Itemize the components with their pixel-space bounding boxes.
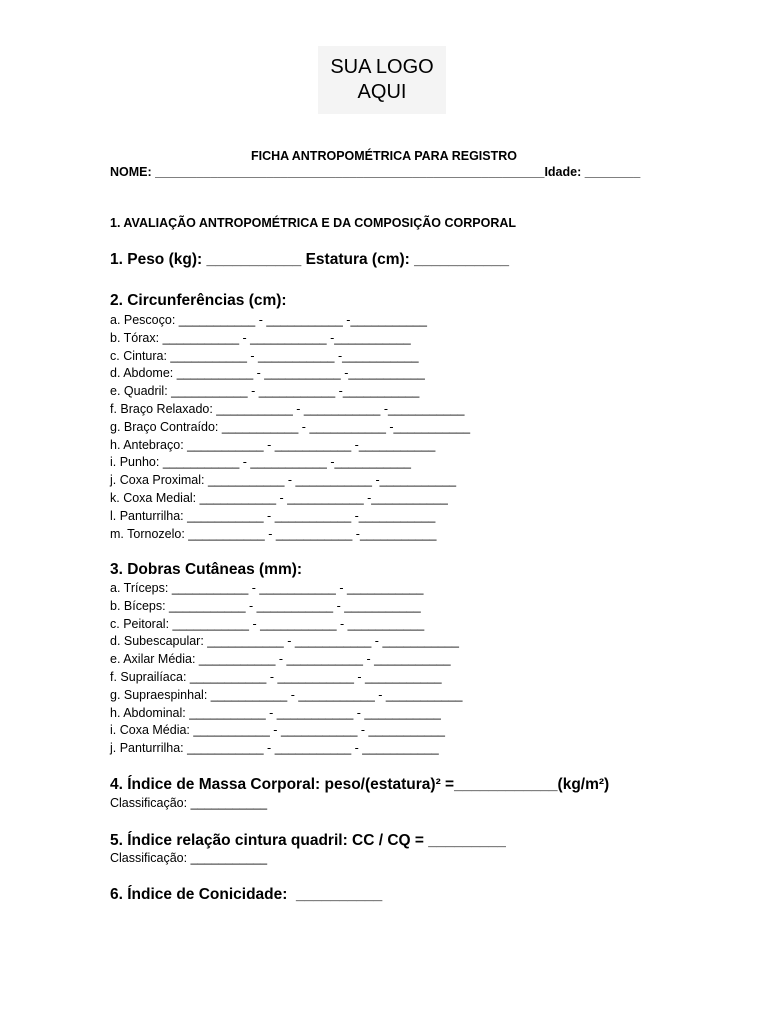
list-item[interactable]: g. Braço Contraído: ___________ - ___________ -___________ bbox=[110, 419, 471, 434]
dobras-heading: 3. Dobras Cutâneas (mm): bbox=[110, 561, 303, 578]
list-item[interactable]: a. Tríceps: ___________ - ___________ - ___________ bbox=[110, 581, 424, 595]
list-item[interactable]: g. Supraespinhal: ___________ - ___________ - ___________ bbox=[110, 687, 463, 702]
list-item[interactable]: c. Cintura: ___________ - ___________ -___________ bbox=[110, 348, 419, 363]
list-item[interactable]: b. Bíceps: ___________ - ___________ - ___________ bbox=[110, 598, 421, 613]
list-item[interactable]: e. Axilar Média: ___________ - ___________ - ___________ bbox=[110, 652, 451, 667]
form-title: FICHA ANTROPOMÉTRICA PARA REGISTRO bbox=[251, 149, 517, 163]
list-item[interactable]: i. Punho: ___________ - ___________ -___________ bbox=[110, 455, 411, 470]
rcq-classificacao[interactable]: Classificação: ___________ bbox=[110, 851, 268, 865]
list-item[interactable]: m. Tornozelo: ___________ - ___________ -___________ bbox=[110, 526, 437, 541]
list-item[interactable]: a. Pescoço: ___________ - ___________ -___________ bbox=[110, 313, 427, 327]
list-item[interactable]: e. Quadril: ___________ - ___________ -___________ bbox=[110, 384, 420, 399]
list-item[interactable]: j. Coxa Proximal: ___________ - ___________ -___________ bbox=[110, 473, 457, 488]
conicidade-heading[interactable]: 6. Índice de Conicidade: __________ bbox=[110, 886, 383, 903]
imc-heading[interactable]: 4. Índice de Massa Corporal: peso/(estatura)² =____________(kg/m²) bbox=[110, 776, 610, 793]
list-item[interactable]: f. Suprailíaca: ___________ - ___________ - ___________ bbox=[110, 669, 442, 684]
rcq-heading[interactable]: 5. Índice relação cintura quadril: CC / CQ = _________ bbox=[110, 832, 506, 849]
dobras-list bbox=[110, 580, 462, 758]
logo-line-1: SUA LOGO bbox=[330, 56, 434, 78]
list-item[interactable]: j. Panturrilha: ___________ - ___________ - ___________ bbox=[110, 741, 439, 756]
peso-estatura-line[interactable]: 1. Peso (kg): ___________ Estatura (cm): ___________ bbox=[110, 251, 509, 268]
list-item[interactable]: f. Braço Relaxado: ___________ - ___________ -___________ bbox=[110, 401, 465, 416]
list-item[interactable]: c. Peitoral: ___________ - ___________ - ___________ bbox=[110, 616, 425, 631]
list-item[interactable]: i. Coxa Média: ___________ - ___________ - ___________ bbox=[110, 723, 445, 738]
circunferencias-heading: 2. Circunferências (cm): bbox=[110, 292, 287, 309]
section-title: 1. AVALIAÇÃO ANTROPOMÉTRICA E DA COMPOSIÇÃO CORPORAL bbox=[110, 216, 517, 230]
list-item[interactable]: b. Tórax: ___________ - ___________ -___________ bbox=[110, 330, 411, 345]
list-item[interactable]: h. Abdominal: ___________ - ___________ - ___________ bbox=[110, 705, 441, 720]
logo-line-2: AQUI bbox=[357, 81, 407, 103]
imc-classificacao[interactable]: Classificação: ___________ bbox=[110, 796, 268, 810]
logo-placeholder bbox=[318, 46, 446, 114]
list-item[interactable]: l. Panturrilha: ___________ - ___________ -___________ bbox=[110, 508, 436, 523]
list-item[interactable]: d. Abdome: ___________ - ___________ -___________ bbox=[110, 366, 425, 381]
list-item[interactable]: h. Antebraço: ___________ - ___________ -___________ bbox=[110, 437, 436, 452]
list-item[interactable]: k. Coxa Medial: ___________ - ___________ -___________ bbox=[110, 490, 448, 505]
name-age-line[interactable]: NOME: ________________________________________________________Idade: ________ bbox=[110, 165, 641, 179]
circunferencias-list bbox=[110, 312, 470, 543]
list-item[interactable]: d. Subescapular: ___________ - ___________ - ___________ bbox=[110, 634, 459, 649]
